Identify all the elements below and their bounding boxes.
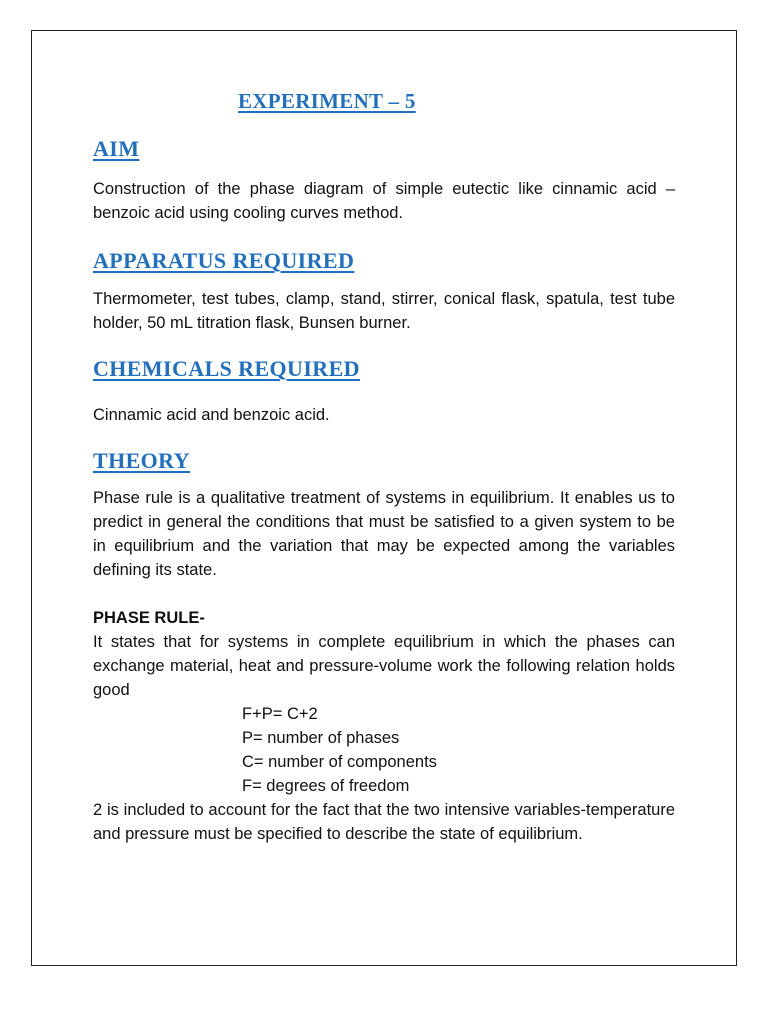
definition-degrees-of-freedom: F= degrees of freedom	[242, 777, 410, 795]
document-content	[93, 84, 675, 846]
theory-text: Phase rule is a qualitative treatment of systems in equilibrium. It enables us to predict in general the conditions that must be satisfied to a given system to be in equilibrium and the variation that may be expected among the variables defining its state.	[93, 489, 675, 579]
aim-heading: AIM	[93, 136, 140, 161]
apparatus-heading: APPARATUS REQUIRED	[93, 248, 355, 273]
definition-phases: P= number of phases	[242, 729, 400, 747]
phase-rule-intro: It states that for systems in complete equilibrium in which the phases can exchange material, heat and pressure-volume work the following relation holds good	[93, 633, 675, 699]
chemicals-text: Cinnamic acid and benzoic acid.	[93, 406, 330, 424]
experiment-title: EXPERIMENT – 5	[238, 89, 416, 113]
chemicals-heading: CHEMICALS REQUIRED	[93, 356, 360, 381]
apparatus-text: Thermometer, test tubes, clamp, stand, stirrer, conical flask, spatula, test tube holder, 50 mL titration flask, Bunsen burner.	[93, 290, 675, 332]
definition-components: C= number of components	[242, 753, 437, 771]
aim-text: Construction of the phase diagram of simple eutectic like cinnamic acid – benzoic acid using cooling curves method.	[93, 180, 675, 222]
theory-heading: THEORY	[93, 448, 190, 473]
phase-rule-heading: PHASE RULE-	[93, 609, 205, 627]
phase-rule-equation: F+P= C+2	[242, 705, 318, 723]
phase-rule-closing: 2 is included to account for the fact that the two intensive variables-temperature and pressure must be specified to describe the state of equilibrium.	[93, 801, 675, 843]
